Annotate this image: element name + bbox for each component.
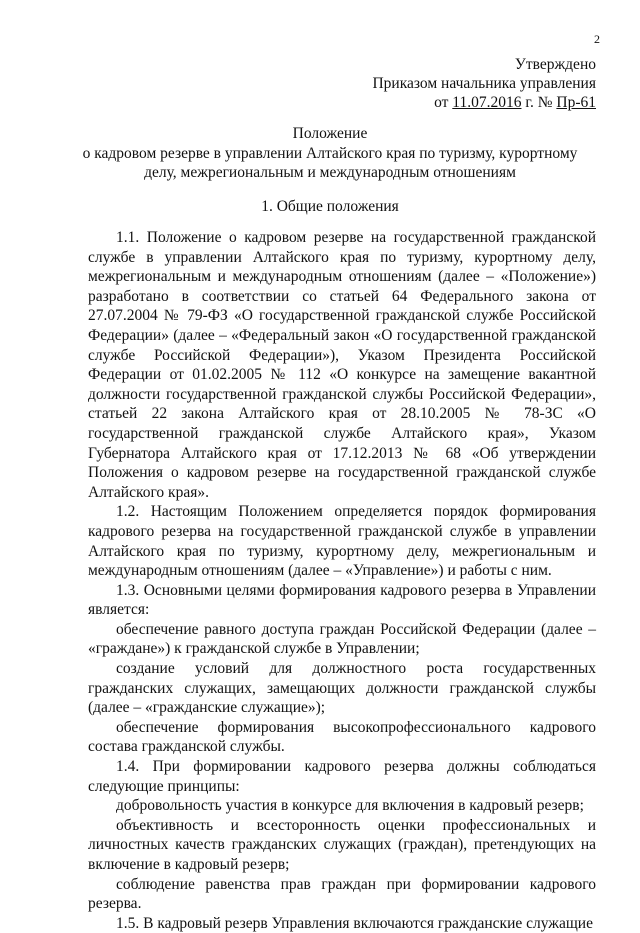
goal-item-2: создание условий для должностного роста государственных гражданских служащих, замещающих должности гражданской службы (далее – «гражданские служащие»); [88, 660, 596, 717]
goal-item-1: обеспечение равного доступа граждан Российской Федерации (далее – «граждане») к гражданской службе в Управлении; [88, 620, 596, 658]
document-body [88, 228, 596, 933]
section-title: 1. Общие положения [261, 198, 399, 215]
principle-item-1: добровольность участия в конкурсе для включения в кадровый резерв; [116, 797, 584, 815]
paragraph-1-1: 1.1. Положение о кадровом резерве на государственной гражданской службе в управлении Алтайского края по туризму, курортному делу, межрегиональным и международным отношениям (далее – «Положение») разработано в соответствии со статьей 64 Федерального закона от 27.07.2004 № 79-ФЗ «О государственной гражданской службе Российской Федерации» (далее – «Федеральный закон «О государственной гражданской службе Российской Федерации»), Указом Президента Российской Федерации от 01.02.2005 № 112 «О конкурсе на замещение вакантной должности государственной гражданской службы Российской Федерации», статьей 22 закона Алтайского края от 28.10.2005 № 78-ЗС «О государственной гражданской службе Алтайского края», Указом Губернатора Алтайского края от 17.12.2013 № 68 «Об утверждении Положения о кадровом резерве на государственной гражданской службе Алтайского края». [88, 229, 596, 501]
approval-line-1: Утверждено [514, 56, 596, 73]
approval-order-number: Пр-61 [556, 94, 596, 111]
principle-item-2: объективность и всесторонность оценки профессиональных и личностных качеств гражданских служащих (граждан), претендующих на включение в кадровый резерв; [88, 816, 596, 873]
paragraph-1-5: 1.5. В кадровый резерв Управления включаются гражданские служащие [116, 914, 593, 932]
approval-date-mid: г. № [521, 94, 557, 111]
paragraph-1-4: 1.4. При формировании кадрового резерва должны соблюдаться следующие принципы: [88, 758, 596, 795]
approval-line-3 [372, 93, 596, 112]
paragraph-1-2: 1.2. Настоящим Положением определяется порядок формирования кадрового резерва на государственной гражданской службе в управлении Алтайского края по туризму, курортному делу, межрегиональным и международным отношениям (далее – «Управление») и работы с ним. [88, 503, 596, 580]
title-line-2: о кадровом резерве в управлении Алтайского края по туризму, курортному [82, 144, 578, 162]
goal-item-3: обеспечение формирования высокопрофессионального кадрового состава гражданской службы. [88, 718, 596, 756]
approval-stamp [372, 55, 596, 112]
approval-line-2: Приказом начальника управления [372, 75, 596, 92]
approval-date-prefix: от [434, 94, 453, 111]
page-number: 2 [594, 32, 600, 46]
title-heading: Положение [292, 125, 368, 142]
principle-item-3: соблюдение равенства прав граждан при формировании кадрового резерва. [88, 875, 596, 913]
title-line-3: делу, межрегиональным и международным отношениям [144, 164, 516, 181]
paragraph-1-3: 1.3. Основными целями формирования кадрового резерва в Управлении является: [88, 581, 596, 619]
approval-date: 11.07.2016 [452, 94, 522, 111]
document-title [70, 124, 590, 183]
